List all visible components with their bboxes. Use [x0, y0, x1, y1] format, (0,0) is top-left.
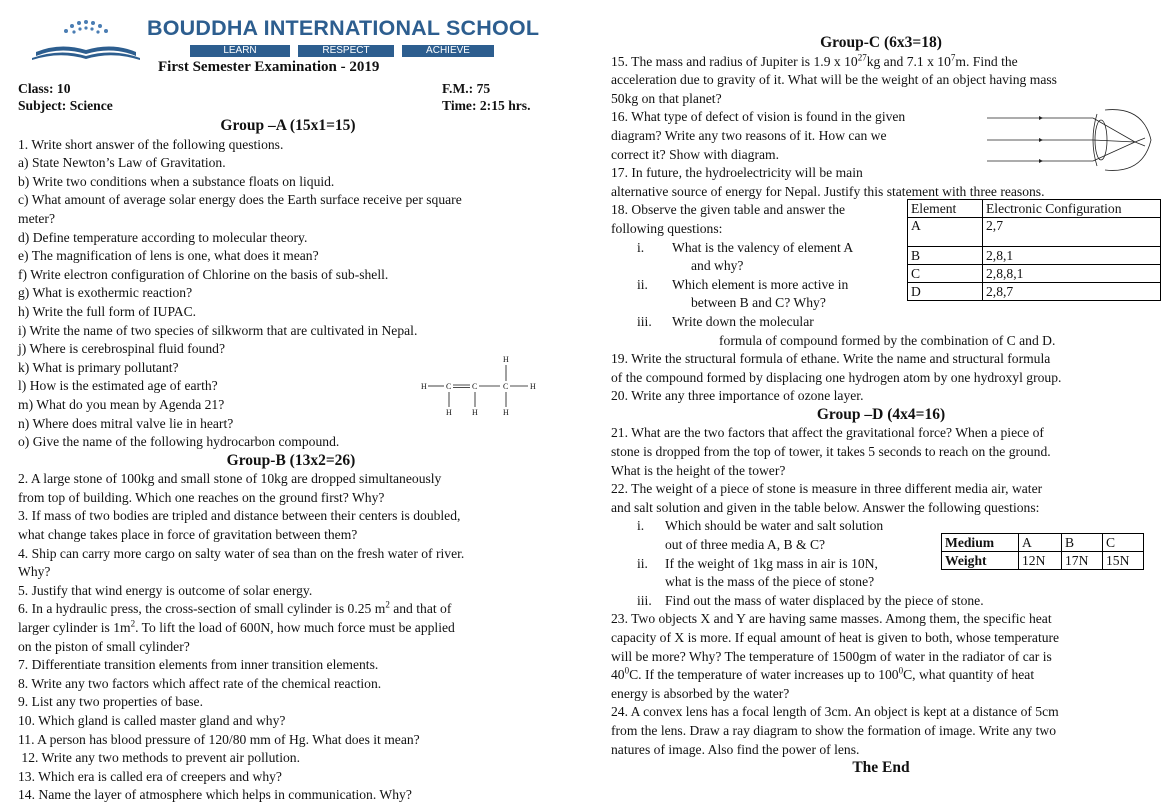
full-marks: F.M.: 75	[442, 81, 491, 96]
exam-title: First Semester Examination - 2019	[158, 59, 380, 75]
table-cell: 2,7	[983, 218, 1161, 247]
table-cell: A	[1019, 534, 1062, 552]
q15-sup2: 7	[950, 52, 956, 63]
q18-line1: 18. Observe the given table and answer the	[611, 202, 846, 218]
q1-l: l) How is the estimated age of earth?	[18, 378, 218, 394]
q13: 13. Which era is called era of creepers and why?	[18, 768, 282, 784]
q24-line2: from the lens. Draw a ray diagram to show the formation of image. Write any two	[611, 722, 1057, 738]
q18-i-line2: and why?	[691, 258, 744, 274]
q18-block	[611, 201, 1166, 350]
q16-line1: 16. What type of defect of vision is found in the given	[611, 109, 906, 125]
q15-sup1: 27	[857, 52, 867, 63]
table-cell: 17N	[1062, 552, 1103, 570]
q18-ii-num: ii.	[637, 276, 648, 292]
q17-line1: 17. In future, the hydroelectricity will be main	[611, 165, 863, 181]
q15-line1	[611, 53, 1166, 72]
table-cell: B	[908, 247, 983, 265]
q17-line2: alternative source of energy for Nepal. Justify this statement with three reasons.	[611, 183, 1045, 199]
q11: 11. A person has blood pressure of 120/80 mm of Hg. What does it mean?	[18, 731, 420, 747]
atom-h-bottom-2: H	[472, 407, 478, 417]
time-label: Time: 2:15 hrs.	[442, 98, 531, 113]
q22-ii-text: If the weight of 1kg mass in air is 10N,	[665, 555, 878, 571]
q1-n: n) Where does mitral valve lie in heart?	[18, 415, 234, 431]
table-row	[908, 265, 1161, 283]
q23-line2: capacity of X is more. If equal amount of heat is given to both, whose temperature	[611, 630, 1060, 645]
q18-i-text: What is the valency of element A	[672, 239, 854, 255]
q18-line2: following questions:	[611, 220, 723, 236]
medium-weight-table	[941, 533, 1144, 570]
q18-ii-text: Which element is more active in	[672, 276, 849, 292]
atom-c-3: C	[503, 381, 509, 391]
table-header-row	[908, 200, 1161, 218]
table-cell: D	[908, 283, 983, 301]
q16-line2: diagram? Write any two reasons of it. How can we	[611, 127, 887, 143]
q15-b: kg and 7.1 x 10	[866, 53, 951, 69]
q1-k: k) What is primary pollutant?	[18, 359, 179, 375]
q18-iii-text: Write down the molecular	[672, 313, 814, 329]
class-label: Class: 10	[18, 81, 71, 96]
q5: 5. Justify that wind energy is outcome of solar energy.	[18, 582, 313, 598]
q24-line3: natures of image. Also find the power of lens.	[611, 741, 860, 757]
atom-h-bottom-3: H	[503, 407, 509, 417]
q15-line2: acceleration due to gravity of it. What will be the weight of an object having mass	[611, 72, 1057, 88]
table-cell: 12N	[1019, 552, 1062, 570]
structure-area	[18, 354, 590, 433]
hydrocarbon-structure-diagram	[418, 355, 548, 419]
q18-i-num: i.	[637, 239, 645, 255]
q23-line1: 23. Two objects X and Y are having same masses. Among them, the specific heat	[611, 611, 1052, 627]
table-cell: 2,8,7	[983, 283, 1161, 301]
q1-i: i) Write the name of two species of silkworm that are cultivated in Nepal.	[18, 322, 418, 338]
table-cell: Medium	[942, 534, 1019, 552]
q23-t2: C. If the temperature of water increases up to 100	[629, 667, 899, 683]
q14: 14. Name the layer of atmosphere which helps in communication. Why?	[18, 787, 412, 803]
school-name: BOUDDHA INTERNATIONAL SCHOOL	[147, 16, 540, 40]
q21-line2: stone is dropped from the top of tower, it takes 5 seconds to reach on the ground.	[611, 444, 1051, 460]
q16-block	[611, 108, 1166, 164]
q9: 9. List any two properties of base.	[18, 694, 203, 710]
q10: 10. Which gland is called master gland and why?	[18, 713, 286, 728]
table-cell: C	[908, 265, 983, 283]
group-c-title: Group-C (6x3=18)	[820, 34, 942, 51]
q18-ii-line2: between B and C? Why?	[691, 295, 826, 311]
q4-line2: Why?	[18, 564, 51, 580]
table-row	[908, 283, 1161, 301]
q1-j: j) Where is cerebrospinal fluid found?	[18, 341, 225, 357]
q22-i-num: i.	[637, 518, 645, 534]
q6-d: . To lift the load of 600N, how much force must be applied	[135, 620, 455, 636]
q15-line3: 50kg on that planet?	[611, 90, 722, 106]
q21-line3: What is the height of the tower?	[611, 462, 786, 478]
the-end: The End	[852, 759, 910, 777]
table-cell: C	[1103, 534, 1144, 552]
eye-defect-diagram	[985, 104, 1165, 176]
q22-ii-num: ii.	[637, 555, 648, 571]
atom-h-bottom-1: H	[446, 407, 452, 417]
q18-iii-num: iii.	[637, 313, 652, 329]
q2-line1: 2. A large stone of 100kg and small stone of 10kg are dropped simultaneously	[18, 471, 442, 487]
q15-a: 15. The mass and radius of Jupiter is 1.9 x 10	[611, 53, 858, 69]
table-header-cell: Element	[908, 200, 983, 218]
q23-line3: will be more? Why? The temperature of 1500gm of water in the radiator of car is	[611, 648, 1052, 664]
q19-line1: 19. Write the structural formula of ethane. Write the name and structural formula	[611, 351, 1051, 367]
table-row	[908, 247, 1161, 265]
table-row	[908, 218, 1161, 247]
q23-line4	[611, 666, 1166, 685]
q7: 7. Differentiate transition elements from inner transition elements.	[18, 657, 379, 673]
q22-i-text: Which should be water and salt solution	[665, 518, 884, 534]
q6-b: and that of	[389, 601, 452, 617]
q4-line1: 4. Ship can carry more cargo on salty water of sea than on the fresh water of river.	[18, 545, 465, 561]
q16-line3: correct it? Show with diagram.	[611, 146, 779, 162]
q21-line1: 21. What are the two factors that affect the gravitational force? When a piece of	[611, 425, 1044, 441]
q22-iii-text: Find out the mass of water displaced by the piece of stone.	[665, 592, 984, 608]
q1-c-cont: meter?	[18, 210, 55, 226]
q1-f: f) Write electron configuration of Chlorine on the basis of sub-shell.	[18, 266, 389, 282]
q23-deg1: 0	[624, 665, 630, 676]
q6-c-sup: 2	[130, 618, 136, 629]
q3-line2: what change takes place in force of gravitation between them?	[18, 527, 358, 543]
table-cell: Weight	[942, 552, 1019, 570]
q8: 8. Write any two factors which affect rate of the chemical reaction.	[18, 675, 382, 691]
atom-c-2: C	[472, 381, 478, 391]
left-column	[18, 80, 590, 805]
q18-iii-line2: formula of compound formed by the combination of C and D.	[719, 332, 1056, 348]
q15-c: m. Find the	[955, 53, 1018, 69]
motto-respect: RESPECT	[298, 45, 394, 57]
atom-h-right: H	[530, 381, 536, 391]
exam-info	[18, 80, 590, 117]
table-cell: B	[1062, 534, 1103, 552]
q22-iii-num: iii.	[637, 592, 652, 608]
q22-line1: 22. The weight of a piece of stone is measure in three different media air, water	[611, 481, 1043, 497]
q1-text: 1. Write short answer of the following questions.	[18, 136, 284, 152]
q6-a-sup: 2	[385, 599, 390, 610]
q6-c: larger cylinder is 1m	[18, 620, 131, 636]
school-header	[0, 0, 590, 82]
group-d-title: Group –D (4x4=16)	[816, 405, 946, 423]
q23-deg2: 0	[898, 665, 904, 676]
q22-subs	[611, 517, 1166, 610]
q23-line5: energy is absorbed by the water?	[611, 685, 790, 701]
group-a-title: Group –A (15x1=15)	[220, 117, 356, 134]
table-cell: 15N	[1103, 552, 1144, 570]
q22-ii-line2: what is the mass of the piece of stone?	[665, 574, 875, 590]
q22-i-line2: out of three media A, B & C?	[665, 537, 826, 553]
table-cell: A	[908, 218, 983, 247]
q1-b: b) Write two conditions when a substance floats on liquid.	[18, 173, 335, 189]
q6-a: 6. In a hydraulic press, the cross-section of small cylinder is 0.25 m	[18, 601, 386, 617]
q6-line2	[18, 619, 590, 638]
table-cell: 2,8,1	[983, 247, 1161, 265]
table-cell: 2,8,8,1	[983, 265, 1161, 283]
atom-c-1: C	[446, 381, 452, 391]
table-header-cell: Electronic Configuration	[983, 200, 1161, 218]
q22-iii-line1	[611, 592, 1166, 611]
motto-learn: LEARN	[190, 45, 290, 57]
q1-o: o) Give the name of the following hydrocarbon compound.	[18, 434, 340, 450]
q2-line2: from top of building. Which one reaches on the ground first? Why?	[18, 489, 385, 505]
q1-a: a) State Newton’s Law of Gravitation.	[18, 155, 226, 171]
q1-d: d) Define temperature according to molecular theory.	[18, 229, 308, 245]
atom-h-left: H	[421, 381, 427, 391]
q19-line2: of the compound formed by displacing one hydrogen atom by one hydroxyl group.	[611, 369, 1062, 385]
group-a-items	[18, 154, 590, 452]
school-logo-icon	[30, 14, 142, 64]
q22-line2: and salt solution and given in the table below. Answer the following questions:	[611, 499, 1040, 515]
q1-g: g) What is exothermic reaction?	[18, 285, 193, 301]
atom-h-top: H	[503, 354, 509, 364]
q6-line1	[18, 600, 590, 619]
q20: 20. Write any three importance of ozone layer.	[611, 388, 864, 404]
q24-line1: 24. A convex lens has a focal length of 3cm. An object is kept at a distance of 5cm	[611, 704, 1059, 720]
q1-h: h) Write the full form of IUPAC.	[18, 303, 197, 319]
q18-iii-line1	[611, 313, 1166, 332]
motto-achieve: ACHIEVE	[402, 45, 494, 57]
table-row	[942, 552, 1144, 570]
table-row	[942, 534, 1144, 552]
q1-e: e) The magnification of lens is one, what does it mean?	[18, 248, 319, 264]
q6-line3: on the piston of small cylinder?	[18, 638, 190, 654]
q23-t3: C, what quantity of heat	[903, 667, 1035, 683]
q1-m: m) What do you mean by Agenda 21?	[18, 396, 225, 412]
subject-label: Subject: Science	[18, 98, 113, 113]
right-column	[611, 34, 1166, 778]
q12: 12. Write any two methods to prevent air pollution.	[18, 750, 300, 766]
q23-t1: 40	[611, 667, 625, 683]
group-b-title: Group-B (13x2=26)	[226, 451, 356, 469]
electronic-config-table	[907, 199, 1161, 301]
q1-c: c) What amount of average solar energy does the Earth surface receive per square	[18, 192, 462, 208]
q3-line1: 3. If mass of two bodies are tripled and distance between their centers is doubled,	[18, 508, 461, 524]
